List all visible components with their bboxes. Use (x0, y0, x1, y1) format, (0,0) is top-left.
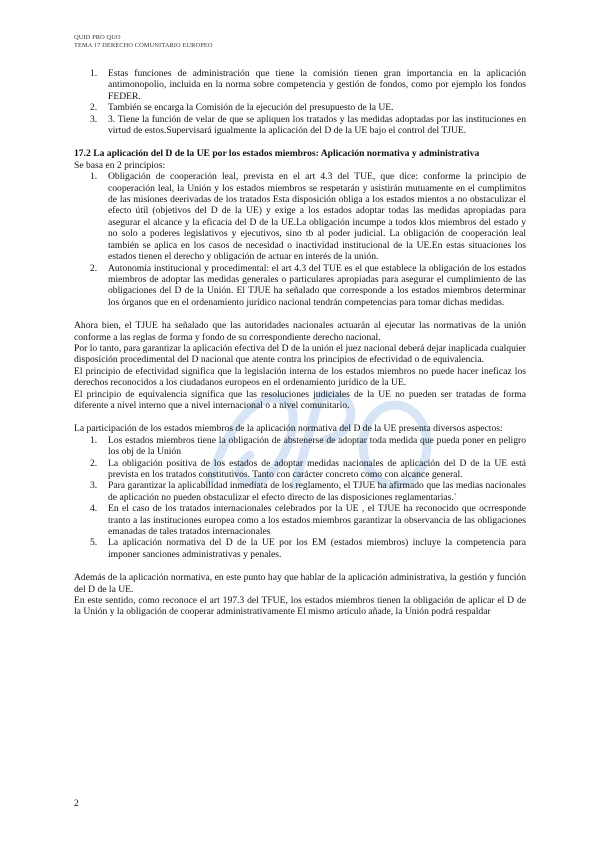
list-item-text: Estas funciones de administración que tiene la comisión tienen gran importancia en la aplicación antimonopolio, incluida en la norma sobre competencia y gestión de fondos, como por ejemplo los fondos FEDER. (108, 68, 526, 102)
list-item (90, 537, 526, 560)
list-item-text: La aplicación normativa del D de la UE por los EM (estados miembros) incluye la competencia para imponer sanciones administrativas y penales. (108, 537, 526, 560)
list-item (90, 68, 526, 102)
participation-intro: La participación de los estados miembros de la aplicación normativa del D de la UE presenta diversos aspectos: (74, 423, 503, 435)
list-item-text: Los estados miembros tiene la obligación de abstenerse de adoptar toda medida que pueda poner en peligro los obj de la Unión (108, 434, 526, 458)
list-item (90, 102, 526, 113)
paragraph: El principio de equivalencia significa que las resoluciones judiciales de la UE no pueden ser tratadas de forma diferente a nivel interno que a nivel internacional o a nivel comunitario. (74, 388, 526, 411)
paragraph: En este sentido, como reconoce el art 197.3 del TFUE, los estados miembros tienen la obligación de aplicar el D de la Unión y la obligación de cooperar administrativamente El mismo artículo añade, la Unión podrá respaldar (74, 595, 526, 618)
list-item (90, 503, 526, 537)
list-item-text: Autonomía institucional y procedimental: el art 4.3 del TUE es el que establece la obligación de los estados miembros de adoptar las medidas generales o particulares apropiadas para asegurar el cumplimiento de las obligaciones del D de la Unión. El TJUE ha señalado que corresponde a los estados miembros determinar los órganos que en el ordenamiento jurídico nacional tendrán competencias para tomar dichas medidas. (108, 262, 526, 308)
section-heading-title: 17.2 La aplicación del D de la UE por los estados miembros (74, 148, 316, 160)
list-item (90, 263, 526, 309)
section-heading-subtitle: : Aplicación normativa y administrativa (315, 148, 480, 160)
list-item-number: 1. (90, 434, 98, 446)
list-item-number: 3. (90, 480, 98, 492)
page-number: 2 (74, 798, 79, 809)
list-item-number: 3. (90, 113, 98, 125)
closing-group (74, 572, 526, 618)
page-header (74, 34, 213, 50)
document-body (74, 68, 526, 618)
list-item-number: 1. (90, 171, 98, 183)
list-item (90, 435, 526, 458)
header-subtitle: TEMA 17 DERECHO COMUNITARIO EUROPEO (74, 42, 213, 49)
list-item-text: Obligación de cooperación leal, prevista en el art 4.3 del TUE, que dice: conforme la principio de cooperación leal, la Unión y los estados miembros se respetarán y asistirán mutuamente en el cumplimitos de las misiones deerivadas de los tratados Esta disposición obliga a los estados mientos a no obstaculizar el efecto útil (objetivos del D de la UE) y exige a los estados adoptar todas las medidas apropiadas para asegurar el alcance y la eficacia del D de la UE.La obligación incumpe a todos klos miembros del estado y no solo a poderes legislativos y ejecutivos, sino tb al poder judicial. La obligación de cooperación leal también se aplica en los casos de necesidad o inactividad institucional de la UE.En estas situaciones los estados tienen el derecho y obligación de actuar en interés de la unión. (108, 171, 526, 263)
functions-list (90, 68, 526, 136)
list-item-text: La obligación positiva de los estados de adoptar medidas nacionales de aplicación del D de la UE está prevista en los tratados constitutivos. Tanto con carácter concreto como con alcance general. (108, 457, 526, 480)
list-item-text: También se encarga la Comisión de la ejecución del presupuesto de la UE. (108, 102, 394, 114)
list-item-text: Para garantizar la aplicabilidad inmediata de los reglamento, el TJUE ha afirmado que las medias nacionales de aplicación no pueden obstaculizar el efecto directo de las disposiciones reglamentarias.` (108, 480, 526, 503)
list-item (90, 114, 526, 137)
section-intro: Se basa en 2 principios: (74, 159, 166, 171)
paragraph-group (74, 320, 526, 411)
list-item (90, 480, 526, 503)
list-item-number: 2. (90, 262, 98, 274)
list-item (90, 458, 526, 481)
list-item-number: 4. (90, 503, 98, 515)
section-heading (74, 148, 526, 159)
list-item-number: 2. (90, 102, 98, 114)
header-title: QUID PRO QUO (74, 34, 121, 41)
paragraph: El principio de efectividad significa que la legislación interna de los estados miembros no puede hacer ineficaz los derechos reconocidos a los ciudadanos europeos en el ordenamiento jurídico de la UE. (74, 365, 526, 389)
participation-list (90, 435, 526, 560)
paragraph: Además de la aplicación normativa, en este punto hay que hablar de la aplicación administrativa, la gestión y función del D de la UE. (74, 572, 526, 595)
list-item-number: 2. (90, 457, 98, 469)
list-item (90, 171, 526, 262)
list-item-number: 1. (90, 68, 98, 79)
list-item-text: En el caso de los tratados internacionales celebrados por la UE , el TJUE ha reconocido que ocrresponde tranto a las instituciones europea como a los estados miembros garantizar la observancia de las obligaciones emanadas de tales tratados internacionales (108, 503, 526, 538)
paragraph: Por lo tanto, para garantizar la aplicación efectiva del D de la unión el juez nacional deberá dejar inaplicada cualquier disposición procedimental del D nacional que atente contra los principios de efectividad o de equivalencia. (74, 342, 526, 366)
principles-list (90, 171, 526, 308)
list-item-text: 3. Tiene la función de velar de que se apliquen los tratados y las medidas adoptadas por las instituciones en virtud de estos.Supervisará igualmente la aplicación del D de la UE bajo el control del TJUE. (108, 113, 526, 137)
paragraph: Ahora bien, el TJUE ha señalado que las autoridades nacionales actuarán al ejecutar las normativas de la unión conforme a las reglas de forma y fondo de su correspondiente derecho nacional. (74, 320, 526, 343)
list-item-number: 5. (90, 537, 98, 549)
